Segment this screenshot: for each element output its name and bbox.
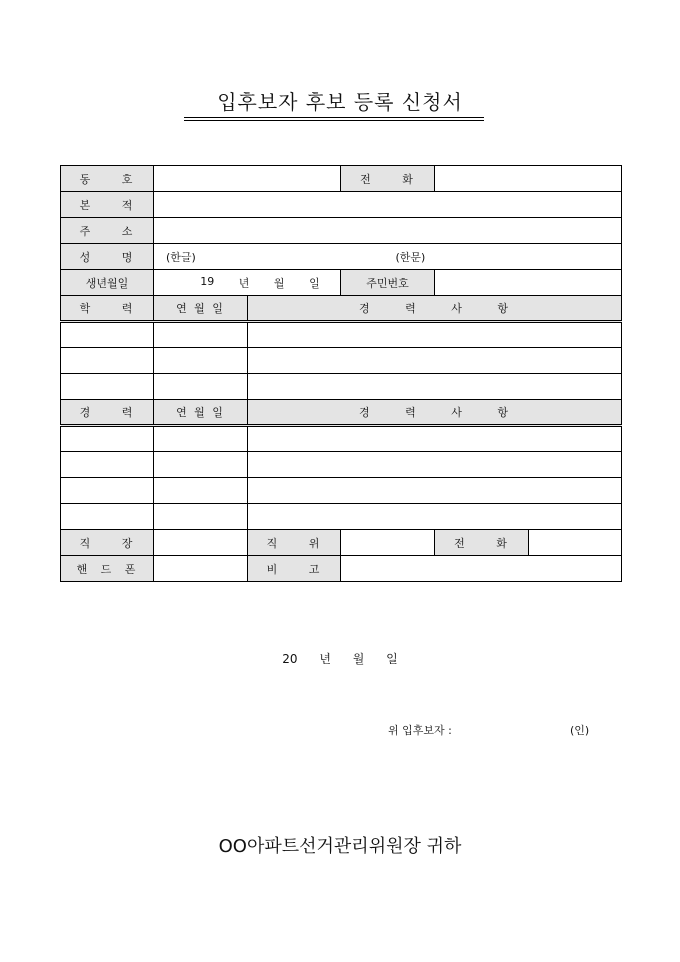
label-resident-no: 주민번호 bbox=[341, 270, 435, 296]
career-4-detail[interactable] bbox=[248, 504, 622, 530]
applicant-label: 위 입후보자 : bbox=[388, 724, 452, 737]
header-career-matters: 경 력 사 항 bbox=[248, 400, 622, 426]
label-bonjeok: 본 적 bbox=[61, 192, 154, 218]
header-career-date: 연 월 일 bbox=[154, 400, 248, 426]
name-hanja-hint: (한문) bbox=[395, 250, 426, 264]
row-bonjeok bbox=[61, 192, 622, 218]
field-name[interactable] bbox=[154, 244, 622, 270]
edu-2-school[interactable] bbox=[61, 348, 154, 374]
label-dong-ho: 동 호 bbox=[61, 166, 154, 192]
field-work-phone[interactable] bbox=[529, 530, 622, 556]
career-2-detail[interactable] bbox=[248, 452, 622, 478]
field-phone[interactable] bbox=[435, 166, 622, 192]
label-position: 직 위 bbox=[248, 530, 341, 556]
title-underline-top bbox=[184, 117, 484, 118]
edu-3-detail[interactable] bbox=[248, 374, 622, 400]
label-phone: 전 화 bbox=[341, 166, 435, 192]
label-name: 성 명 bbox=[61, 244, 154, 270]
edu-2-detail[interactable] bbox=[248, 348, 622, 374]
row-education-3 bbox=[61, 374, 622, 400]
label-address: 주 소 bbox=[61, 218, 154, 244]
field-workplace[interactable] bbox=[154, 530, 248, 556]
row-career-1 bbox=[61, 426, 622, 452]
row-education-header bbox=[61, 296, 622, 322]
edu-1-detail[interactable] bbox=[248, 322, 622, 348]
field-dong-ho[interactable] bbox=[154, 166, 341, 192]
label-handphone: 핸 드 폰 bbox=[61, 556, 154, 582]
row-education-2 bbox=[61, 348, 622, 374]
header-edu-matters: 경 력 사 항 bbox=[248, 296, 622, 322]
birth-day-unit: 일 bbox=[309, 276, 320, 290]
edu-3-school[interactable] bbox=[61, 374, 154, 400]
field-bonjeok[interactable] bbox=[154, 192, 622, 218]
row-career-header bbox=[61, 400, 622, 426]
title-underline-bottom bbox=[184, 120, 484, 121]
birth-year-unit: 년 bbox=[238, 276, 250, 290]
row-career-3 bbox=[61, 478, 622, 504]
field-resident-no[interactable] bbox=[435, 270, 622, 296]
career-1-date[interactable] bbox=[154, 426, 248, 452]
label-birth: 생년월일 bbox=[61, 270, 154, 296]
career-1-name[interactable] bbox=[61, 426, 154, 452]
birth-year-prefix: 19 bbox=[200, 274, 215, 288]
career-2-name[interactable] bbox=[61, 452, 154, 478]
birth-month-unit: 월 bbox=[273, 276, 285, 290]
row-address bbox=[61, 218, 622, 244]
field-position[interactable] bbox=[341, 530, 435, 556]
header-edu-date: 연 월 일 bbox=[154, 296, 248, 322]
field-remarks[interactable] bbox=[341, 556, 622, 582]
row-handphone bbox=[61, 556, 622, 582]
label-workplace: 직 장 bbox=[61, 530, 154, 556]
career-3-date[interactable] bbox=[154, 478, 248, 504]
row-birth bbox=[61, 270, 622, 296]
application-date-line: 20 년 월 일 bbox=[282, 652, 398, 666]
row-career-2 bbox=[61, 452, 622, 478]
application-form-table bbox=[60, 165, 622, 582]
row-career-4 bbox=[61, 504, 622, 530]
addressee-line: OO아파트선거관리위원장 귀하 bbox=[218, 836, 462, 857]
seal-mark: (인) bbox=[570, 724, 590, 737]
row-name bbox=[61, 244, 622, 270]
edu-1-date[interactable] bbox=[154, 322, 248, 348]
name-korean-hint: (한글) bbox=[166, 250, 196, 264]
career-3-name[interactable] bbox=[61, 478, 154, 504]
career-1-detail[interactable] bbox=[248, 426, 622, 452]
career-4-date[interactable] bbox=[154, 504, 248, 530]
career-2-date[interactable] bbox=[154, 452, 248, 478]
field-birth[interactable] bbox=[154, 270, 341, 296]
row-education-1 bbox=[61, 322, 622, 348]
header-education: 학 력 bbox=[61, 296, 154, 322]
edu-1-school[interactable] bbox=[61, 322, 154, 348]
label-remarks: 비 고 bbox=[248, 556, 341, 582]
edu-3-date[interactable] bbox=[154, 374, 248, 400]
form-title: 입후보자 후보 등록 신청서 bbox=[217, 90, 463, 114]
field-address[interactable] bbox=[154, 218, 622, 244]
row-workplace bbox=[61, 530, 622, 556]
header-career: 경 력 bbox=[61, 400, 154, 426]
label-work-phone: 전 화 bbox=[435, 530, 529, 556]
row-dong-ho bbox=[61, 166, 622, 192]
career-4-name[interactable] bbox=[61, 504, 154, 530]
field-handphone[interactable] bbox=[154, 556, 248, 582]
edu-2-date[interactable] bbox=[154, 348, 248, 374]
career-3-detail[interactable] bbox=[248, 478, 622, 504]
